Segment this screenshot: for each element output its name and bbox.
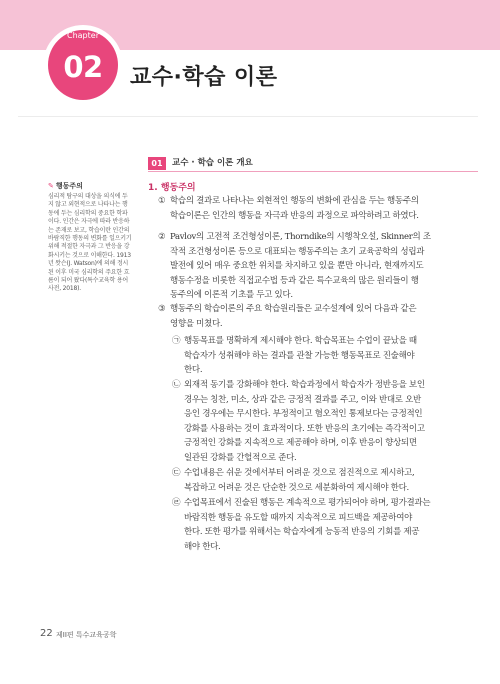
text-line: 해야 한다.	[184, 541, 221, 552]
item-marker: ③	[158, 304, 166, 314]
section-title: 교수 · 학습 이론 개요	[172, 158, 253, 168]
page-number: 22	[40, 628, 53, 639]
text-line: 행동수정을 비롯한 직접교수법 등과 같은 특수교육의 많은 원리들이 행	[170, 275, 419, 286]
sidebar-line: 년 왓슨(J. Watson)에 의해 정시	[48, 260, 129, 268]
chapter-title: 교수·학습 이론	[130, 65, 278, 90]
sidebar-note	[48, 181, 140, 294]
text-line: 학습의 결과로 나타나는 외현적인 행동의 변화에 관심을 두는 행동주의	[170, 196, 419, 206]
item-text	[170, 230, 431, 303]
item-text	[184, 496, 430, 554]
item-marker: ㉢	[172, 468, 181, 478]
item-text	[184, 466, 414, 495]
item-marker: ①	[158, 196, 166, 206]
item-marker: ㉡	[172, 380, 181, 390]
text-line: 행동주의 학습이론의 주요 학습원리들은 교수설계에 있어 다음과 같은	[170, 304, 417, 314]
item-text	[170, 302, 416, 331]
sidebar-line: 지 않고 외현적으로 나타나는 행	[48, 201, 128, 209]
sidebar-line: 화시키는 것으로 이해한다. 1913	[48, 251, 131, 259]
text-line: 복잡하고 어려운 것은 단순한 것으로 세분화하여 제시해야 한다.	[184, 482, 409, 493]
text-line: 외재적 동기를 강화해야 한다. 학습과정에서 학습자가 정반응을 보인	[184, 380, 425, 390]
list-item	[172, 378, 425, 465]
text-line: 수업내용은 쉬운 것에서부터 어려운 것으로 점진적으로 제시하고,	[184, 468, 415, 478]
list-item	[158, 230, 431, 303]
part-label: 제II편 특수교육공학	[56, 631, 117, 639]
text-line: 학습이론은 인간의 행동을 자극과 반응의 과정으로 파악하려고 하였다.	[170, 210, 419, 221]
text-line: 응인 경우에는 무시한다. 부정적이고 혐오적인 통제보다는 긍정적인	[184, 409, 423, 419]
text-line: 행동목표를 명확하게 제시해야 한다. 학습목표는 수업이 끝났을 때	[184, 336, 417, 346]
title-divider	[18, 116, 478, 117]
item-marker: ㉠	[172, 336, 181, 346]
text-line: 한다.	[184, 365, 203, 375]
text-line: 경우는 칭찬, 미소, 상과 같은 긍정적 결과를 주고, 이와 반대로 오반	[184, 394, 421, 405]
item-text	[184, 378, 425, 465]
sidebar-line: 위해 적절한 자극과 그 반응을 강	[48, 243, 130, 251]
list-item	[158, 194, 419, 223]
sidebar-line: 름이 되어 왔다(특수교육학 용어	[48, 277, 129, 285]
chapter-number: 02	[63, 50, 103, 84]
sidebar-line: 바람직한 행동의 변화를 일으키기	[48, 235, 132, 243]
section-number: 01	[148, 157, 166, 170]
sidebar-line: 사전, 2018).	[48, 285, 81, 293]
subheading: 1. 행동주의	[148, 183, 196, 193]
sidebar-heading-row	[48, 181, 140, 191]
list-item	[172, 496, 430, 554]
sidebar-body	[48, 193, 140, 294]
sidebar-line: 는 존재로 보고, 학습이란 인간의	[48, 226, 130, 234]
text-line: 한다. 또한 평가를 위해서는 학습자에게 능동적 반응의 기회를 제공	[184, 527, 420, 537]
sidebar-heading: 행동주의	[55, 182, 83, 190]
text-line: 수업목표에서 진술된 행동은 계속적으로 평가되어야 하며, 평가결과는	[184, 498, 431, 508]
list-item	[158, 302, 416, 331]
pencil-icon: ✎	[48, 182, 54, 190]
text-line: 작적 조건형성이론 등으로 대표되는 행동주의는 초기 교육공학의 성립과	[170, 246, 425, 257]
text-line: Pavlov의 고전적 조건형성이론, Thorndike의 시행착오설, Skinner의 조	[170, 232, 431, 242]
text-line: 강화를 사용하는 것이 효과적이다. 또한 반응의 초기에는 즉각적이고	[184, 423, 425, 434]
text-line: 동주의에 이론적 기초를 두고 있다.	[170, 290, 293, 300]
section-header	[148, 157, 478, 172]
text-line: 일관된 강화를 간헐적으로 준다.	[184, 452, 297, 463]
chapter-label: Chapter	[67, 31, 99, 40]
text-line: 바람직한 행동을 유도할 때까지 지속적으로 피드백을 제공하여야	[184, 512, 413, 523]
list-item	[172, 466, 414, 495]
item-text	[170, 194, 419, 223]
sidebar-line: 동에 두는 심리학의 중요한 학파	[48, 209, 128, 217]
sidebar-line: 심리적 탐구의 대상을 의식에 두	[48, 193, 128, 200]
sidebar-line: 이다. 인간은 자극에 따라 반응하	[48, 218, 130, 226]
item-marker: ㉣	[172, 498, 181, 508]
item-text	[184, 334, 417, 378]
text-line: 발전에 있어 매우 중요한 위치를 차지하고 있을 뿐만 아니라, 현재까지도	[170, 261, 424, 271]
text-line: 영향을 미쳤다.	[170, 318, 223, 329]
text-line: 긍정적인 강화를 지속적으로 제공해야 하며, 이후 반응이 향상되면	[184, 438, 417, 448]
sidebar-line: 된 이후 미국 심리학의 주요한 흐	[48, 268, 130, 276]
list-item	[172, 334, 417, 378]
item-marker: ②	[158, 232, 166, 242]
text-line: 학습자가 성취해야 하는 결과를 관찰 가능한 행동목표로 진술해야	[184, 350, 415, 361]
